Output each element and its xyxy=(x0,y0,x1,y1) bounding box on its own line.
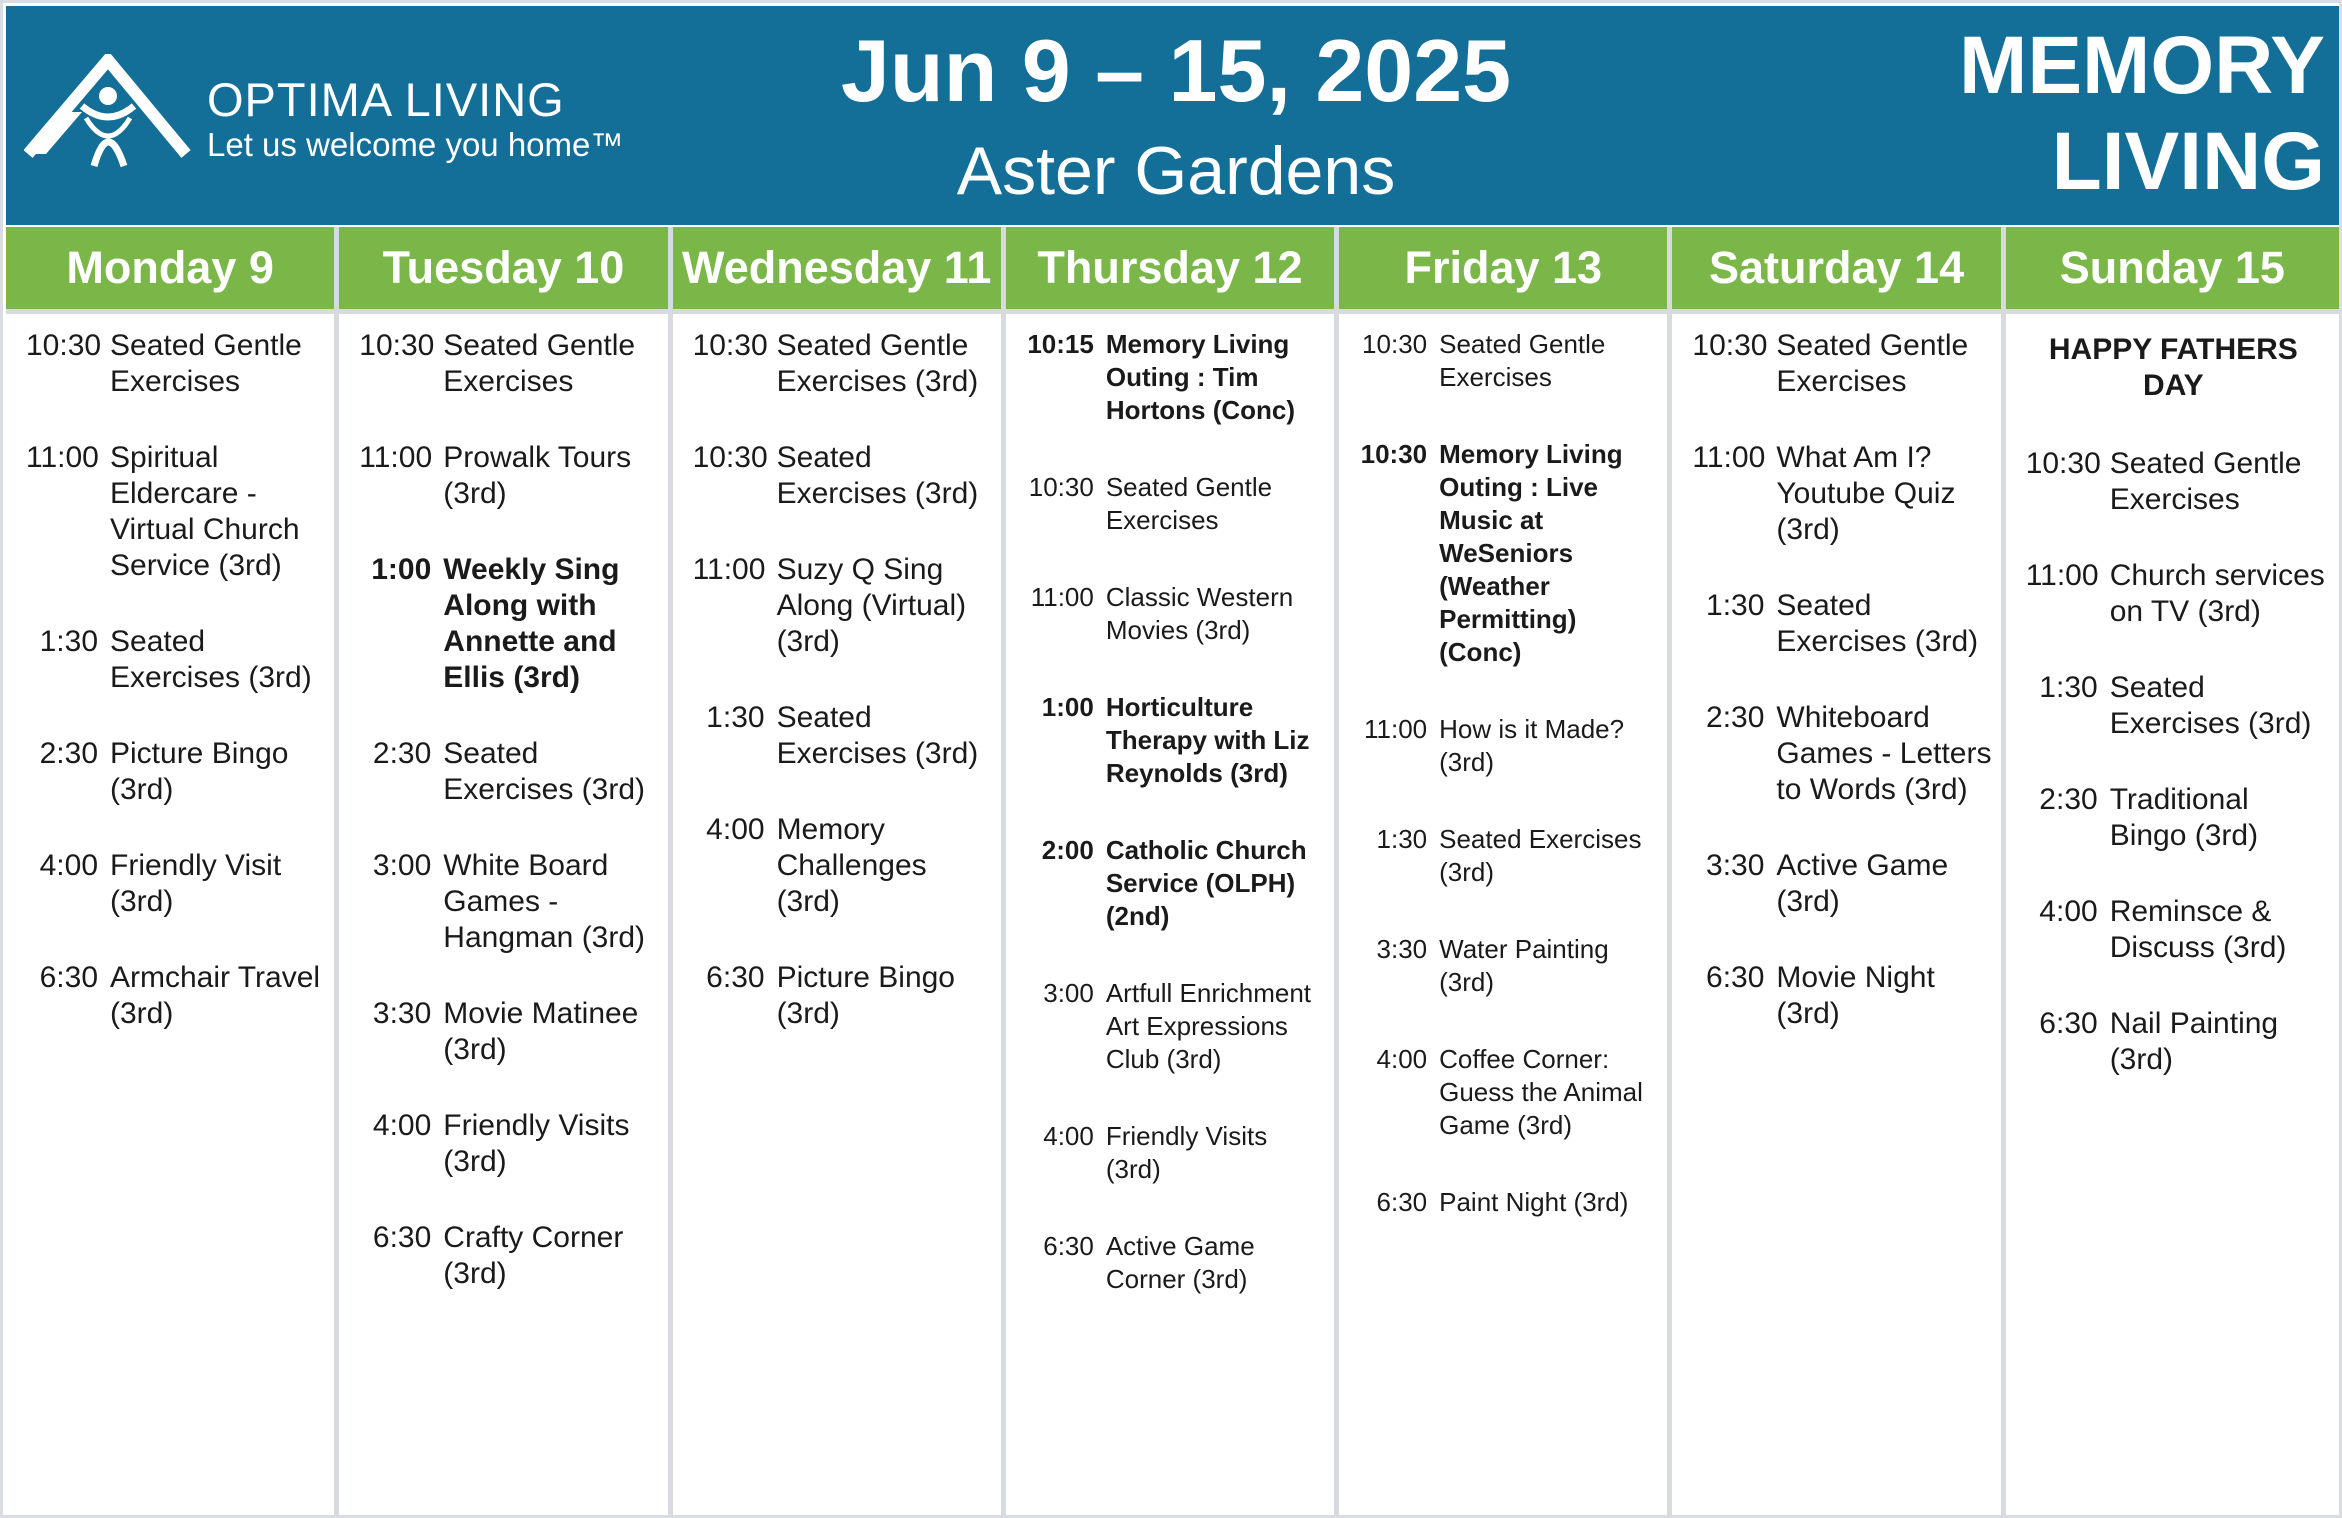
event-title: Seated Gentle Exercises xyxy=(110,329,302,398)
event-title: Seated Gentle Exercises (3rd) xyxy=(776,329,979,398)
event-item xyxy=(1359,328,1659,394)
event-time: 6:30 xyxy=(1043,1231,1094,1261)
event-list xyxy=(1339,314,1667,1219)
event-item xyxy=(26,328,326,400)
event-time: 6:30 xyxy=(706,961,765,994)
event-time: 1:30 xyxy=(706,701,765,734)
event-title: Seated Exercises (3rd) xyxy=(1439,824,1642,887)
event-list xyxy=(1006,314,1334,1296)
day-header: Thursday 12 xyxy=(1006,227,1334,314)
event-time: 2:30 xyxy=(2039,783,2098,816)
day-column-tuesday xyxy=(339,227,672,1517)
event-item xyxy=(359,328,659,400)
event-title: Movie Night (3rd) xyxy=(1776,961,1935,1030)
event-title: Active Game Corner (3rd) xyxy=(1105,1231,1255,1294)
event-item xyxy=(1692,328,1992,400)
event-item xyxy=(359,736,659,808)
event-item xyxy=(2026,894,2331,966)
event-time: 11:00 xyxy=(2025,559,2099,592)
event-time: 4:00 xyxy=(39,849,98,882)
event-list xyxy=(673,314,1001,1032)
event-title: Reminsce & Discuss (3rd) xyxy=(2109,895,2287,964)
event-item-featured xyxy=(1026,328,1326,427)
day-header: Tuesday 10 xyxy=(339,227,667,314)
event-time: 1:00 xyxy=(371,553,432,586)
event-list xyxy=(1672,314,2000,1032)
event-time: 3:00 xyxy=(372,849,432,882)
event-time: 11:00 xyxy=(1030,582,1094,612)
event-item xyxy=(1026,471,1326,537)
event-title: Seated Exercises (3rd) xyxy=(776,441,979,510)
event-title: Seated Gentle Exercises xyxy=(2109,447,2302,516)
event-title: Movie Matinee (3rd) xyxy=(443,997,639,1066)
event-time: 6:30 xyxy=(2039,1007,2098,1040)
event-item xyxy=(2026,558,2331,630)
day-column-monday xyxy=(6,227,339,1517)
event-title: Memory Challenges (3rd) xyxy=(776,813,927,918)
event-list xyxy=(339,314,667,1292)
event-title: Horticulture Therapy with Liz Reynolds (3rd) xyxy=(1105,692,1310,788)
event-item xyxy=(359,1108,659,1180)
event-time: 6:30 xyxy=(39,961,98,994)
event-time: 10:30 xyxy=(359,329,435,362)
event-time: 10:30 xyxy=(26,329,102,362)
event-title: Friendly Visits (3rd) xyxy=(443,1109,630,1178)
event-time: 4:00 xyxy=(2039,895,2098,928)
event-time: 10:30 xyxy=(1692,329,1768,362)
event-time: 1:00 xyxy=(1041,692,1094,722)
event-item xyxy=(693,700,993,772)
day-header: Monday 9 xyxy=(6,227,334,314)
program-title xyxy=(1959,18,2325,210)
event-time: 1:30 xyxy=(39,625,98,658)
event-title: Picture Bingo (3rd) xyxy=(110,737,289,806)
event-item xyxy=(359,996,659,1068)
event-title: Seated Exercises (3rd) xyxy=(443,737,645,806)
day-column-wednesday xyxy=(673,227,1006,1517)
event-time: 2:30 xyxy=(1706,701,1765,734)
event-item xyxy=(1359,713,1659,779)
event-item xyxy=(26,960,326,1032)
event-item xyxy=(693,552,993,660)
event-title: Nail Painting (3rd) xyxy=(2109,1007,2279,1076)
event-title: Memory Living Outing : Live Music at WeSeniors (Weather Permitting) (Conc) xyxy=(1439,439,1623,667)
event-time: 2:30 xyxy=(372,737,432,770)
event-time: 11:00 xyxy=(26,441,99,474)
event-time: 6:30 xyxy=(1376,1187,1428,1217)
event-title: Suzy Q Sing Along (Virtual) (3rd) xyxy=(776,553,967,658)
event-title: Seated Gentle Exercises xyxy=(1776,329,1969,398)
event-title: Seated Exercises (3rd) xyxy=(2109,671,2312,740)
event-title: Church services on TV (3rd) xyxy=(2109,559,2325,628)
event-title: How is it Made? (3rd) xyxy=(1439,714,1625,777)
event-time: 1:30 xyxy=(2039,671,2098,704)
event-item xyxy=(26,624,326,696)
community-name: Aster Gardens xyxy=(956,133,1396,209)
event-item xyxy=(26,848,326,920)
house-person-logo-icon xyxy=(24,54,194,174)
event-time: 10:30 xyxy=(692,441,768,474)
event-time: 10:15 xyxy=(1027,329,1094,359)
event-item xyxy=(2026,1006,2331,1078)
event-item xyxy=(2026,446,2331,518)
event-item xyxy=(1359,1186,1659,1219)
event-item-featured xyxy=(359,552,659,696)
event-time: 2:00 xyxy=(1041,835,1094,865)
event-time: 10:30 xyxy=(692,329,768,362)
event-item-featured xyxy=(1359,438,1659,669)
event-time: 11:00 xyxy=(1692,441,1766,474)
event-item xyxy=(1692,588,1992,660)
event-time: 10:30 xyxy=(1362,329,1428,359)
event-title: Seated Exercises (3rd) xyxy=(776,701,979,770)
event-title: Armchair Travel (3rd) xyxy=(110,961,321,1030)
event-list xyxy=(2006,314,2339,1078)
event-time: 1:30 xyxy=(1376,824,1428,854)
event-item xyxy=(26,736,326,808)
event-item xyxy=(359,1220,659,1292)
event-title: Friendly Visits (3rd) xyxy=(1105,1121,1268,1184)
event-title: Active Game (3rd) xyxy=(1776,849,1949,918)
event-item xyxy=(1692,700,1992,808)
event-title: Seated Gentle Exercises xyxy=(1439,329,1606,392)
event-item xyxy=(2026,670,2331,742)
event-title: Artfull Enrichment Art Expressions Club (3rd) xyxy=(1105,978,1312,1074)
event-item xyxy=(359,440,659,512)
event-title: Classic Western Movies (3rd) xyxy=(1105,582,1294,645)
event-item xyxy=(693,960,993,1032)
event-item xyxy=(1359,1043,1659,1142)
event-title: Seated Exercises (3rd) xyxy=(110,625,312,694)
event-item xyxy=(1026,1230,1326,1296)
event-item xyxy=(693,440,993,512)
event-time: 11:00 xyxy=(359,441,433,474)
day-column-saturday xyxy=(1672,227,2005,1517)
event-title: Weekly Sing Along with Annette and Ellis (3rd) xyxy=(443,553,620,694)
event-time: 10:30 xyxy=(1360,439,1428,469)
event-title: Friendly Visit (3rd) xyxy=(110,849,282,918)
event-time: 3:00 xyxy=(1043,978,1094,1008)
event-title: Seated Gentle Exercises xyxy=(443,329,636,398)
event-title: Water Painting (3rd) xyxy=(1439,934,1609,997)
event-time: 11:00 xyxy=(692,553,766,586)
event-title: Coffee Corner: Guess the Animal Game (3rd) xyxy=(1439,1044,1643,1140)
event-title: Crafty Corner (3rd) xyxy=(443,1221,624,1290)
event-time: 4:00 xyxy=(1376,1044,1428,1074)
event-time: 1:30 xyxy=(1706,589,1765,622)
event-time: 6:30 xyxy=(372,1221,432,1254)
program-title-line1: MEMORY xyxy=(1959,20,2325,111)
event-time: 10:30 xyxy=(1028,472,1094,502)
event-title: Paint Night (3rd) xyxy=(1439,1187,1629,1217)
day-header: Saturday 14 xyxy=(1672,227,2000,314)
brand-name: OPTIMA LIVING xyxy=(207,73,565,126)
event-item-featured xyxy=(1026,691,1326,790)
event-item xyxy=(1359,933,1659,999)
event-item xyxy=(26,440,326,584)
brand-logo xyxy=(24,54,624,194)
event-item xyxy=(1692,440,1992,548)
brand-tagline: Let us welcome you home™ xyxy=(207,126,624,163)
event-item xyxy=(1692,960,1992,1032)
event-time: 10:30 xyxy=(2025,447,2101,480)
event-title: Traditional Bingo (3rd) xyxy=(2109,783,2259,852)
event-item xyxy=(359,848,659,956)
day-column-thursday xyxy=(1006,227,1339,1517)
day-header: Friday 13 xyxy=(1339,227,1667,314)
event-title: Spiritual Eldercare - Virtual Church Service (3rd) xyxy=(110,441,300,582)
event-time: 11:00 xyxy=(1363,714,1428,744)
event-item xyxy=(1359,823,1659,889)
week-grid xyxy=(6,227,2339,1517)
event-title: Seated Gentle Exercises xyxy=(1105,472,1273,535)
event-title: Whiteboard Games - Letters to Words (3rd) xyxy=(1776,701,1992,806)
event-item xyxy=(1026,977,1326,1076)
event-title: Catholic Church Service (OLPH) (2nd) xyxy=(1105,835,1307,931)
event-time: 4:00 xyxy=(372,1109,432,1142)
event-item xyxy=(1692,848,1992,920)
event-time: 2:30 xyxy=(39,737,98,770)
event-time: 3:30 xyxy=(372,997,432,1030)
program-title-line2: LIVING xyxy=(2051,116,2325,207)
date-range-title: Jun 9 – 15, 2025 xyxy=(840,21,1512,120)
event-list xyxy=(6,314,334,1032)
header-banner xyxy=(6,6,2339,225)
event-title: Memory Living Outing : Tim Hortons (Conc) xyxy=(1105,329,1296,425)
event-title: Seated Exercises (3rd) xyxy=(1776,589,1979,658)
event-item xyxy=(2026,782,2331,854)
day-column-sunday xyxy=(2006,227,2339,1517)
event-item xyxy=(693,812,993,920)
event-time: 3:30 xyxy=(1706,849,1765,882)
event-time: 6:30 xyxy=(1706,961,1765,994)
event-time: 4:00 xyxy=(1043,1121,1094,1151)
day-header: Sunday 15 xyxy=(2006,227,2339,314)
event-title: Picture Bingo (3rd) xyxy=(776,961,955,1030)
special-day-note: HAPPY FATHERS DAY xyxy=(2048,333,2298,402)
event-item-featured xyxy=(1026,834,1326,933)
day-column-friday xyxy=(1339,227,1672,1517)
event-item xyxy=(693,328,993,400)
event-item xyxy=(1026,1120,1326,1186)
event-title: Prowalk Tours (3rd) xyxy=(443,441,632,510)
event-item xyxy=(1026,581,1326,647)
event-title: What Am I? Youtube Quiz (3rd) xyxy=(1776,441,1956,546)
event-time: 3:30 xyxy=(1376,934,1428,964)
event-time: 4:00 xyxy=(706,813,765,846)
day-header: Wednesday 11 xyxy=(673,227,1001,314)
event-title: White Board Games - Hangman (3rd) xyxy=(443,849,646,954)
